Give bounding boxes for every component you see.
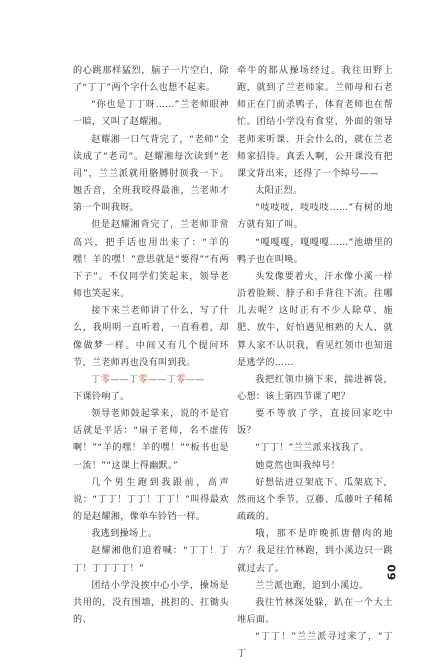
paragraph: “丁丁！”兰兰派来找我了。	[255, 443, 370, 454]
paragraph: 但是赵耀湘背完了，兰老师非常高兴，把手话也用出来了：“羊的嘿！羊的嘿！”意思就是“要得”“有两下子”。不仅同学们笑起来，领导老师也笑起来。	[73, 220, 229, 300]
paragraph: “吱吱吱，吱吱吱……”有树的地方就有知了叫。	[237, 203, 393, 231]
paragraph: 要不等放了学，直接回家吃中饭？	[237, 409, 393, 437]
paragraph: “丁丁！”兰兰派寻过来了，“丁丁	[237, 632, 393, 660]
paragraph: 丁零——丁零——丁零——	[91, 374, 205, 385]
paragraph: 领导老师鼓起掌来，说的不是官话就是平话：“扇子老师，名不虚传啊！”“羊的嘿！羊的嘿！”“板书也是一流！”“这课上得幽默。”	[73, 409, 229, 471]
paragraph: “嘎嘎嘎，嘎嘎嘎……”池塘里的鸭子也在叫唤。	[237, 237, 393, 265]
paragraph: 我往竹林深处躲，趴在一个大土堆后面。	[237, 597, 393, 625]
page-number: 09	[384, 564, 398, 581]
paragraph: 我把红领巾摘下来，揣进裤袋，心想：该上第四节课了吧？	[237, 374, 393, 402]
paragraph: 几个男生跑到我跟前，高声说：“丁丁！丁丁！丁丁！”叫得最欢的是赵耀湘，像单车铃铛一样。	[73, 477, 229, 523]
paragraph: 我逃到操场上。	[91, 529, 158, 540]
paragraph: 头发像要着火，汗水像小溪一样沿着脸颊、脖子和手背往下流。往哪儿去呢？这时正有不少人除草、施肥、放牛，好怕遇见相熟的大人，就算人家不认识我，看见红领巾也知道是逃学的……	[237, 271, 393, 368]
paragraph: 团结小学没挨中心小学，操场是共用的，没有围墙，挑担的、扛锄头的、	[73, 580, 229, 625]
paragraph: 赵耀湘他们追着喊：“丁丁！丁丁！丁丁丁丁！”	[73, 546, 229, 574]
paragraph: 牵牛的都从操场经过。我往田野上跑，就到了兰老师家。兰师母和石老师正在门前杀鸭子，体育老师也在帮忙。团结小学没有食堂，外面的领导老师来听课、开会什么的，就在兰老师家招待。真丢人啊，公开课没有把课文背出来，还得了一个绰号——	[237, 66, 393, 179]
paragraph: 兰兰派也跑，追到小溪边。	[255, 580, 369, 591]
paragraph: 她竟然也叫我绰号！	[255, 460, 341, 471]
paragraph: 下课铃响了。	[73, 391, 130, 402]
paragraph: 赵耀湘一口气背完了，“老师”全读成了“老司”。赵耀湘每次读到“老司”，兰兰派就用胳膊肘顶我一下。翘舌音，全班我咬得最准，兰老师才第一个叫我呀。	[73, 134, 229, 214]
paragraph: “你也是丁丁呀……”兰老师眼神一暗，又叫了赵耀湘。	[73, 100, 229, 128]
paragraph: 好想钻进豆架底下、瓜架底下，然而这个季节，豆藤、瓜藤叶子稀稀疏疏的。	[237, 477, 393, 523]
text-column-left	[73, 63, 229, 629]
paragraph: 哦，那不是昨晚抓唐僧肉的地方？我足往竹林跑，到小溪边只一跳就过去了。	[237, 529, 393, 574]
paragraph: 接下来兰老师讲了什么，写了什么，我明明一直听着，一直看着，却像做梦一样。中间又有几个提问环节，兰老师再也没有叫到我。	[73, 306, 229, 368]
text-column-right	[237, 63, 393, 663]
paragraph: 的心跳那样猛烈，脑子一片空白，除了“丁丁”两个字什么也想不起来。	[73, 66, 229, 94]
paragraph: 太阳正烈。	[255, 186, 303, 197]
